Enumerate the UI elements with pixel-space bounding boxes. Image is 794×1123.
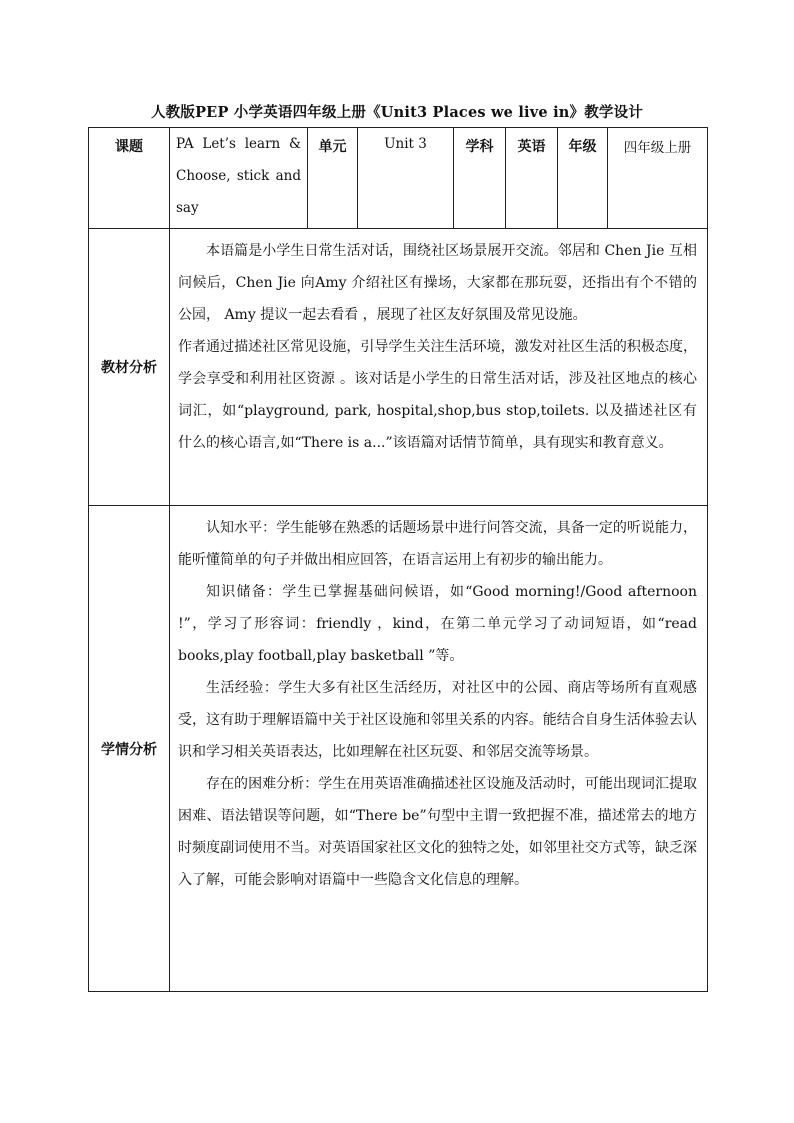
student-paragraph: 知识储备：学生已掌握基础问候语，如“Good morning!/Good afternoon !”，学习了形容词：friendly ，kind，在第二单元学习了动词短语，如“read books,play football,play basketball ”等。 xyxy=(178,584,697,664)
student-paragraph: 存在的困难分析：学生在用英语准确描述社区设施及活动时，可能出现词汇提取困难、语法错误等问题，如“There be”句型中主谓一致把握不准，描述常去的地方时频度副词使用不当。对英语国家社区文化的独特之处，如邻里社交方式等，缺乏深入了解，可能会影响对语篇中一些隐含文化信息的理解。 xyxy=(178,776,697,888)
student-analysis-content xyxy=(170,506,708,992)
student-analysis-label: 学情分析 xyxy=(89,506,170,992)
topic-value xyxy=(170,128,308,229)
subject-value: 英语 xyxy=(506,128,558,229)
header-row xyxy=(89,128,708,229)
subject-label: 学科 xyxy=(454,128,506,229)
unit-value: Unit 3 xyxy=(358,128,454,229)
textbook-analysis-content xyxy=(170,229,708,506)
student-paragraph: 生活经验：学生大多有社区生活经历，对社区中的公园、商店等场所有直观感受，这有助于理解语篇中关于社区设施和邻里关系的内容。能结合自身生活体验去认识和学习相关英语表达，比如理解在社区玩耍、和邻居交流等场景。 xyxy=(178,680,697,760)
topic-label: 课题 xyxy=(89,128,170,229)
topic-line-2: Choose, stick and xyxy=(176,168,301,184)
unit-label: 单元 xyxy=(308,128,358,229)
textbook-analysis-row xyxy=(89,229,708,506)
student-analysis-row xyxy=(89,506,708,992)
textbook-paragraph: 本语篇是小学生日常生活对话，围绕社区场景展开交流。邻居和 Chen Jie 互相问候后，Chen Jie 向Amy 介绍社区有操场，大家都在那玩耍，还指出有个不错的公园， Amy 提议一起去看看 ，展现了社区友好氛围及常见设施。 xyxy=(178,243,697,323)
topic-line-3: say xyxy=(176,200,199,216)
topic-line-1: PA Let’s learn & xyxy=(176,136,301,152)
student-paragraph: 认知水平：学生能够在熟悉的话题场景中进行问答交流，具备一定的听说能力，能听懂简单的句子并做出相应回答，在语言运用上有初步的输出能力。 xyxy=(178,520,697,568)
document-title: 人教版PEP 小学英语四年级上册《Unit3 Places we live in》教学设计 xyxy=(150,104,644,121)
textbook-analysis-label: 教材分析 xyxy=(89,229,170,506)
grade-value: 四年级上册 xyxy=(608,128,708,229)
lesson-plan-table xyxy=(88,127,708,992)
grade-label: 年级 xyxy=(558,128,608,229)
textbook-paragraph: 作者通过描述社区常见设施，引导学生关注生活环境，激发对社区生活的积极态度，学会享受和利用社区资源 。该对话是小学生的日常生活对话，涉及社区地点的核心词汇，如“playground, park, hospital,shop,bus stop,toilets. 以及描述社区有什么的核心语言,如“There is a...”该语篇对话情节简单，具有现实和教育意义。 xyxy=(178,339,697,451)
